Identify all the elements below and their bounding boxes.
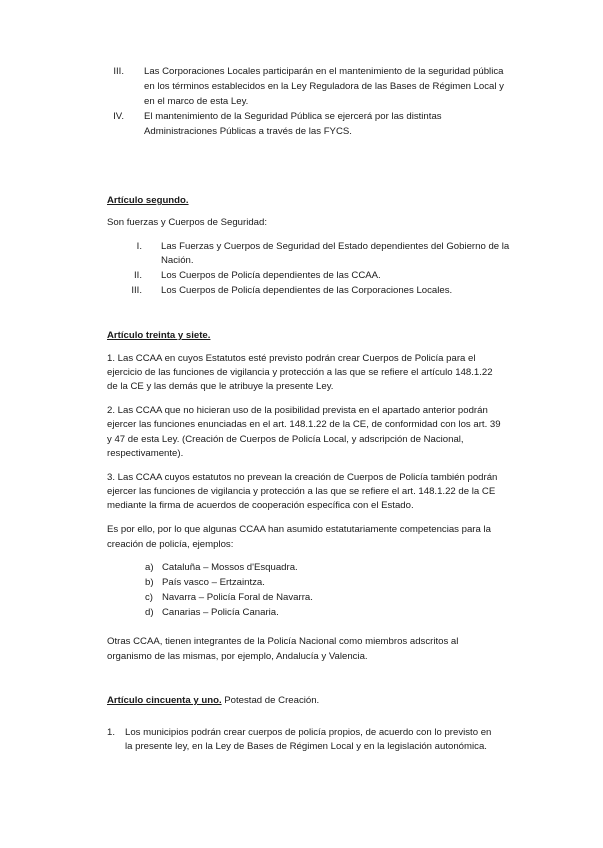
list-number: d) xyxy=(145,607,154,618)
paragraph-line: creación de policía, ejemplos: xyxy=(107,539,234,550)
paragraph-line: 3. Las CCAA cuyos estatutos no prevean la creación de Cuerpos de Policía también podrán xyxy=(107,472,498,483)
list-item-line: en el marco de esta Ley. xyxy=(144,96,249,107)
paragraph-line: ejercer las funciones enunciadas en el art. 148.1.22 de la CE, de conformidad con los art. 39 xyxy=(107,419,501,430)
list-number: c) xyxy=(145,592,153,603)
paragraph-line: ejercer las funciones de vigilancia y protección a las que se refiere el art. 148.1.22 de la CE xyxy=(107,486,496,497)
list-number: 1. xyxy=(107,727,116,738)
paragraph-line: 2. Las CCAA que no hicieran uso de la posibilidad prevista en el apartado anterior podrán xyxy=(107,405,488,416)
paragraph-line: mediante la firma de acuerdos de cooperación específica con el Estado. xyxy=(107,500,414,511)
paragraph-line: y 47 de esta Ley. (Creación de Cuerpos de Policía Local, y adscripción de Nacional, xyxy=(107,434,464,445)
list-item-line: Canarias – Policía Canaria. xyxy=(162,607,279,618)
list-number: I. xyxy=(136,241,142,252)
paragraph-line: 1. Las CCAA en cuyos Estatutos esté previsto podrán crear Cuerpos de Policía para el xyxy=(107,353,476,364)
paragraph-line: Otras CCAA, tienen integrantes de la Policía Nacional como miembros adscritos al xyxy=(107,636,459,647)
paragraph: Son fuerzas y Cuerpos de Seguridad: xyxy=(107,217,267,228)
section-heading: Artículo segundo. xyxy=(107,195,189,206)
paragraph-line: ejercicio de las funciones de vigilancia y protección a las que se refiere el artículo 148.1.22 xyxy=(107,367,493,378)
section-subtitle: Potestad de Creación. xyxy=(221,695,320,706)
list-number: a) xyxy=(145,562,154,573)
list-number: IV. xyxy=(113,111,124,122)
paragraph-line: de la CE y las demás que le atribuye la presente Ley. xyxy=(107,381,334,392)
section-heading: Artículo treinta y siete. xyxy=(107,330,211,341)
paragraph-line: respectivamente). xyxy=(107,448,184,459)
list-number: III. xyxy=(131,285,142,296)
section-heading: Artículo cincuenta y uno. xyxy=(107,695,222,706)
list-item-line: País vasco – Ertzaintza. xyxy=(162,577,265,588)
list-number: b) xyxy=(145,577,154,588)
list-item-line: Los municipios podrán crear cuerpos de policía propios, de acuerdo con lo previsto en xyxy=(125,727,492,738)
paragraph-line: organismo de las mismas, por ejemplo, Andalucía y Valencia. xyxy=(107,651,368,662)
list-item-line: Los Cuerpos de Policía dependientes de las Corporaciones Locales. xyxy=(161,285,453,296)
list-item-line: El mantenimiento de la Seguridad Pública se ejercerá por las distintas xyxy=(144,111,442,122)
list-item-line: la presente ley, en la Ley de Bases de Régimen Local y en la legislación autonómica. xyxy=(125,741,487,752)
list-item-line: Administraciones Públicas a través de las FYCS. xyxy=(144,126,352,137)
list-item-line: Las Corporaciones Locales participarán en el mantenimiento de la seguridad pública xyxy=(144,66,504,77)
list-item-line: Los Cuerpos de Policía dependientes de las CCAA. xyxy=(161,270,381,281)
list-number: II. xyxy=(134,270,142,281)
section-heading-line xyxy=(107,695,319,707)
list-item-line: Navarra – Policía Foral de Navarra. xyxy=(162,592,313,603)
list-number: III. xyxy=(113,66,124,77)
list-item-line: en los términos establecidos en la Ley Reguladora de las Bases de Régimen Local y xyxy=(144,81,504,92)
paragraph-line: Es por ello, por lo que algunas CCAA han asumido estatutariamente competencias para la xyxy=(107,524,491,535)
list-item-line: Cataluña – Mossos d'Esquadra. xyxy=(162,562,298,573)
list-item-line: Las Fuerzas y Cuerpos de Seguridad del Estado dependientes del Gobierno de la xyxy=(161,241,510,252)
list-item-line: Nación. xyxy=(161,255,194,266)
